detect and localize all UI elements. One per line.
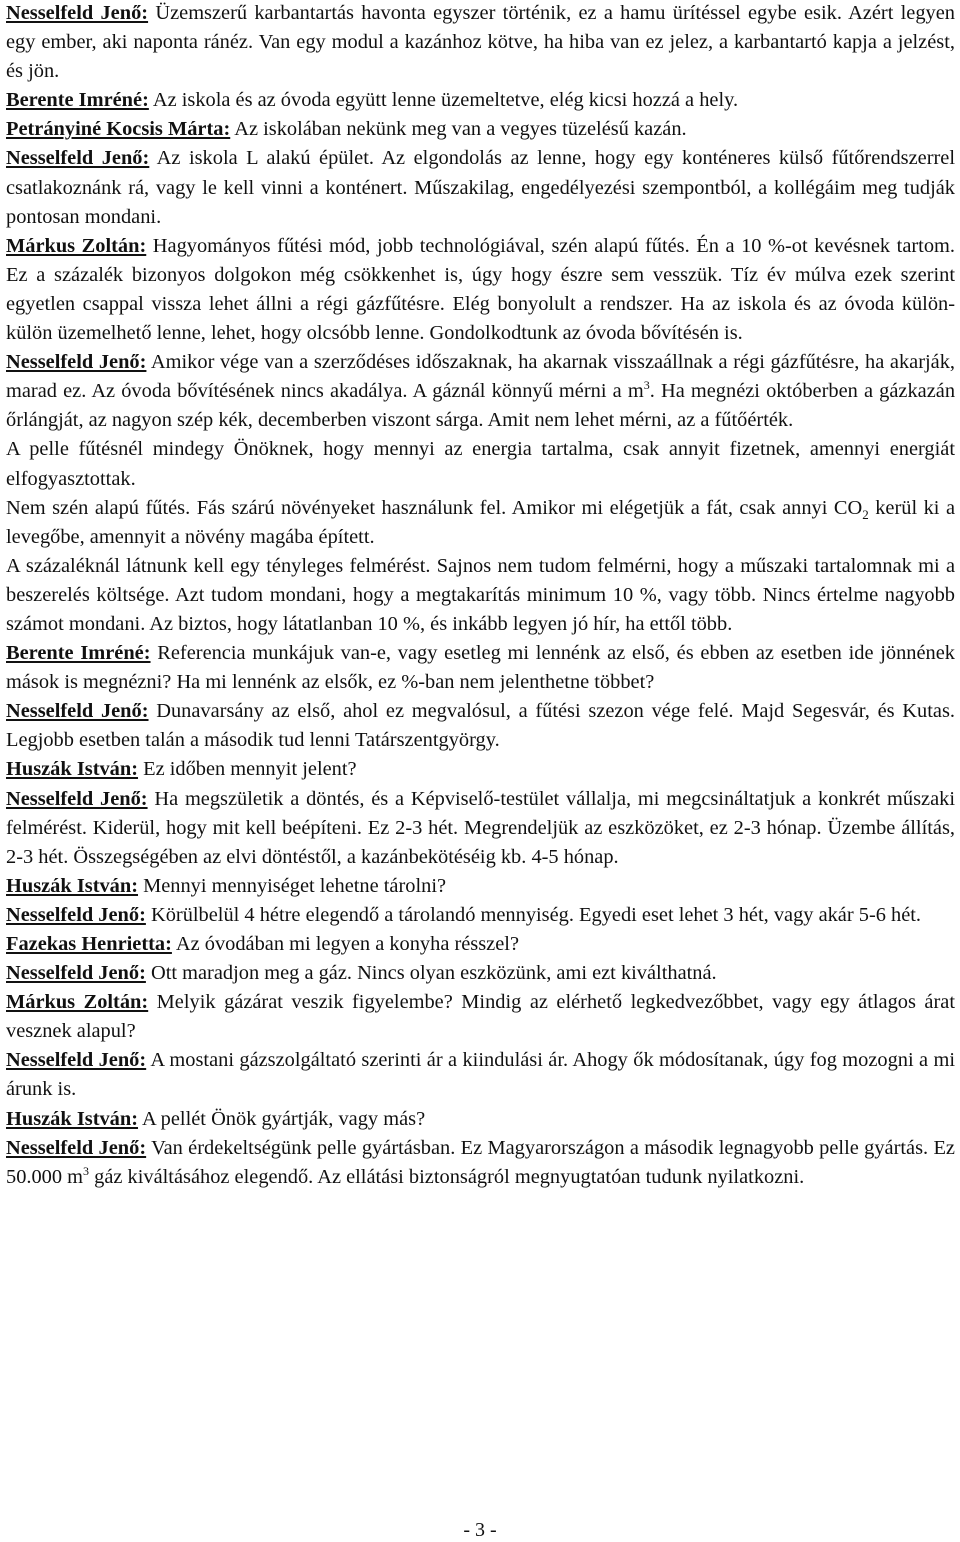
paragraph-text-continued: gáz kiváltásához elegendő. Az ellátási biztonságról megnyugtatóan tudunk nyilatkozni.	[89, 1165, 805, 1188]
speaker-name: Nesselfeld Jenő:	[6, 700, 149, 723]
paragraph-text: A pellét Önök gyártják, vagy más?	[138, 1107, 426, 1130]
speaker-name: Nesselfeld Jenő:	[6, 1049, 147, 1072]
paragraph	[6, 348, 955, 435]
page-number: - 3 -	[463, 1519, 497, 1541]
paragraph-text: Ott maradjon meg a gáz. Nincs olyan eszközünk, ami ezt kiválthatná.	[145, 962, 717, 985]
paragraph	[6, 988, 955, 1046]
paragraph	[6, 901, 955, 930]
paragraph-text-continued: kerül ki a levegőbe, amennyit a növény magába épített.	[6, 496, 955, 548]
paragraph-text: A pelle fűtésnél mindegy Önöknek, hogy mennyi az energia tartalma, csak annyit fizetnek, amennyi energiát elfogyasztottak.	[6, 438, 955, 490]
speaker-name: Nesselfeld Jenő:	[6, 147, 150, 170]
paragraph	[6, 1046, 955, 1104]
paragraph	[6, 639, 955, 697]
paragraph-text: A százaléknál látnunk kell egy tényleges felmérést. Sajnos nem tudom felmérni, hogy a műszaki tartalomnak mi a beszerelés költsége. Azt tudom mondani, hogy a megtakarítás minimum 10 %, vagy több. Nincs értelme nagyobb számot mondani. Az biztos, hogy látatlanban 10 %, és inkább legyen jó hír, ha ettől több.	[6, 554, 955, 635]
paragraph	[6, 86, 955, 115]
paragraph-text: Az óvodában mi legyen a konyha résszel?	[171, 933, 519, 955]
paragraph-text: Nem szén alapú fűtés. Fás szárú növényeket használunk fel. Amikor mi elégetjük a fát, csak annyi CO	[6, 496, 863, 519]
speaker-name: Nesselfeld Jenő:	[6, 2, 149, 24]
speaker-name: Nesselfeld Jenő:	[6, 1136, 147, 1159]
speaker-name: Petrányiné Kocsis Márta:	[6, 118, 231, 141]
speaker-name: Nesselfeld Jenő:	[6, 962, 146, 985]
paragraph	[6, 930, 955, 959]
speaker-name: Huszák István:	[6, 758, 139, 781]
paragraph-text: Melyik gázárat veszik figyelembe? Mindig az elérhető legkedvezőbbet, vagy egy átlagos árat vesznek alapul?	[6, 991, 955, 1043]
paragraph-text: Amikor vége van a szerződéses időszaknak, ha akarnak visszaállnak a régi gázfűtésre, ha akarják, marad ez. Az óvoda bővítésének nincs akadálya. A gáznál könnyű mérni a m	[6, 351, 955, 403]
paragraph	[6, 0, 955, 86]
paragraph	[6, 232, 955, 348]
paragraph-text: Hagyományos fűtési mód, jobb technológiával, szén alapú fűtés. Én a 10 %-ot kevésnek tartom. Ez a százalék bizonyos dolgokon még csökkenhet is, úgy hogy észre sem vesszük. Tíz év múlva ezek szerint egyetlen csappal vissza lehet állni a régi gázfűtésre. Elég bonyolult a rendszer. Ha az iskola és az óvoda külön-külön üzemelhető lenne, lehet, hogy olcsóbb lenne. Gondolkodtunk az óvoda bővítésén is.	[6, 234, 955, 345]
speaker-name: Márkus Zoltán:	[6, 234, 147, 257]
paragraph	[6, 785, 955, 872]
paragraph	[6, 755, 955, 784]
paragraph	[6, 959, 955, 988]
paragraph-text: Mennyi mennyiséget lehetne tárolni?	[138, 874, 447, 897]
paragraph	[6, 144, 955, 231]
speaker-name: Huszák István:	[6, 874, 139, 897]
speaker-name: Fazekas Henrietta:	[6, 933, 172, 955]
paragraph-text: Az iskola L alakú épület. Az elgondolás az lenne, hogy egy konténeres külső fűtőrendszerrel csatlakoznánk rá, vagy le kell vinni a konténert. Műszakilag, engedélyezési szempontból, a kollégáim meg tudják pontosan mondani.	[6, 147, 955, 228]
paragraph-text-continued: . Ha megnézi októberben a gázkazán őrlángját, az nagyon szép kék, decemberben viszont sárga. Amit nem lehet mérni, az a fűtőérték.	[6, 380, 956, 432]
subscript: 2	[862, 506, 869, 522]
paragraph	[6, 115, 955, 144]
speaker-name: Nesselfeld Jenő:	[6, 351, 147, 374]
document-body	[6, 0, 955, 1192]
paragraph	[6, 552, 955, 639]
paragraph	[6, 1134, 955, 1192]
paragraph-text: Az iskolában nekünk meg van a vegyes tüzelésű kazán.	[230, 118, 687, 141]
paragraph-text: Üzemszerű karbantartás havonta egyszer történik, ez a hamu ürítéssel egybe esik. Azért legyen egy ember, aki naponta ránéz. Van egy modul a kazánhoz kötve, ha hiba van ez jelez, a karbantartó kapja a jelzést, és jön.	[6, 2, 955, 83]
speaker-name: Berente Imréné:	[6, 642, 151, 665]
paragraph	[6, 1105, 955, 1134]
paragraph-text: Körülbelül 4 hétre elegendő a tárolandó mennyiség. Egyedi eset lehet 3 hét, vagy akár 5-6 hét.	[145, 903, 922, 926]
paragraph-text: Dunavarsány az első, ahol ez megvalósul, a fűtési szezon vége felé. Majd Segesvár, és Kutas. Legjobb esetben talán a második tud lenni Tatárszentgyörgy.	[6, 700, 955, 752]
paragraph-text: Ha megszületik a döntés, és a Képviselő-testület vállalja, mi megcsináltatjuk a konkrét műszaki felmérést. Kiderül, hogy mit kell beépíteni. Ez 2-3 hét. Megrendeljük az eszközöket, ez 2-3 hónap. Üzembe állítás, 2-3 hét. Összegségében az elvi döntéstől, a kazánbekötéséig kb. 4-5 hónap.	[6, 787, 955, 868]
paragraph	[6, 435, 955, 493]
speaker-name: Berente Imréné:	[6, 89, 149, 112]
paragraph-text: Referencia munkájuk van-e, vagy esetleg mi lennénk az első, és ebben az esetben ide jönnének mások is megnézni? Ha mi lennénk az elsők, ez %-ban nem jelenthetne többet?	[6, 642, 955, 694]
paragraph-text: Van érdekeltségünk pelle gyártásban. Ez Magyarországon a második legnagyobb pelle gyártás. Ez 50.000 m	[6, 1136, 955, 1188]
speaker-name: Nesselfeld Jenő:	[6, 787, 148, 810]
paragraph-text: Ez időben mennyit jelent?	[138, 758, 357, 781]
paragraph	[6, 494, 955, 552]
speaker-name: Huszák István:	[6, 1107, 139, 1130]
speaker-name: Márkus Zoltán:	[6, 991, 149, 1014]
paragraph-text: A mostani gázszolgáltató szerinti ár a kiindulási ár. Ahogy ők módosítanak, úgy fog mozogni a mi árunk is.	[6, 1049, 955, 1101]
paragraph	[6, 872, 955, 901]
paragraph	[6, 697, 955, 755]
speaker-name: Nesselfeld Jenő:	[6, 903, 146, 926]
paragraph-text: Az iskola és az óvoda együtt lenne üzemeltetve, elég kicsi hozzá a hely.	[148, 89, 739, 112]
superscript: 3	[643, 378, 650, 393]
superscript: 3	[83, 1163, 90, 1178]
